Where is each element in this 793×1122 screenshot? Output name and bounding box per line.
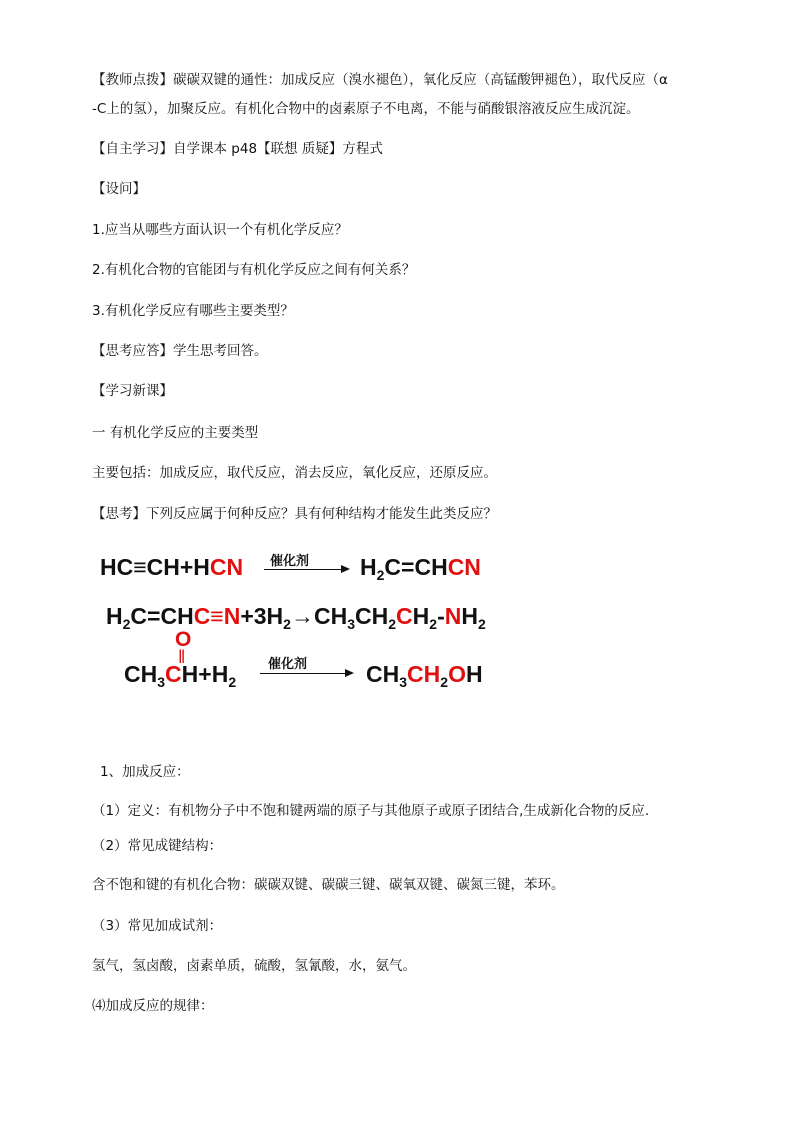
unsaturated-compounds-line: 含不饱和键的有机化合物：碳碳双键、碳碳三键、碳氧双键、碳氮三键，苯环。: [92, 877, 565, 893]
definition-line: （1）定义：有机物分子中不饱和键两端的原子与其他原子或原子团结合,生成新化合物的反应.: [92, 803, 650, 819]
equation-3-reactants: $CH_3CH+H_2$: [124, 661, 237, 690]
reagents-list-line: 氢气，氢卤酸，卤素单质，硫酸，氢氰酸，水，氨气。: [92, 958, 416, 974]
reaction-arrow-1: [264, 569, 348, 570]
questions-heading: 【设问】: [92, 181, 146, 197]
catalyst-label-1: 催化剂: [270, 554, 310, 569]
common-bond-structures-heading: （2）常见成键结构：: [92, 838, 223, 854]
think-answer-line: 【思考应答】学生思考回答。: [92, 343, 268, 359]
teacher-tip-line2: -C上的氢），加聚反应。有机化合物中的卤素原子不电离，不能与硝酸银溶液反应生成沉淀。: [92, 101, 640, 117]
question-3: 3.有机化学反应有哪些主要类型？: [92, 303, 294, 319]
equation-1-reactants: HC≡CH+HCN: [100, 554, 244, 580]
equation-1-products: $H_2C=CHCN$: [360, 554, 481, 583]
reaction-arrow-2: [260, 673, 352, 674]
teacher-tip-line1: 【教师点拨】碳碳双键的通性：加成反应（溴水褪色），氧化反应（高锰酸钾褪色），取代反应（α: [92, 72, 668, 88]
common-reagents-heading: （3）常见加成试剂：: [92, 918, 223, 934]
question-1: 1.应当从哪些方面认识一个有机化学反应？: [92, 222, 348, 238]
new-lesson-heading: 【学习新课】: [92, 383, 173, 399]
catalyst-label-2: 催化剂: [268, 657, 308, 672]
section-heading-reaction-types: 一 有机化学反应的主要类型: [92, 425, 259, 441]
self-study-line: 【自主学习】自学课本 p48【联想 质疑】方程式: [92, 141, 383, 157]
main-types-line: 主要包括：加成反应，取代反应，消去反应，氧化反应，还原反应。: [92, 465, 497, 481]
equation-2: $H_2C=CHC\equiv N+3H_2\to CH_3CH_2CH_2-NH_2$: [106, 603, 486, 632]
think-question-line: 【思考】下列反应属于何种反应？具有何种结构才能发生此类反应？: [92, 506, 497, 522]
equation-3-products: $CH_3CH_2OH$: [366, 661, 483, 690]
addition-rules-heading: ⑷加成反应的规律：: [92, 998, 214, 1014]
addition-reaction-heading: 1、加成反应：: [100, 764, 190, 780]
question-2: 2.有机化合物的官能团与有机化学反应之间有何关系？: [92, 262, 416, 278]
carbonyl-double-bond: ‖: [178, 647, 186, 667]
carbonyl-oxygen: O: [175, 628, 192, 651]
